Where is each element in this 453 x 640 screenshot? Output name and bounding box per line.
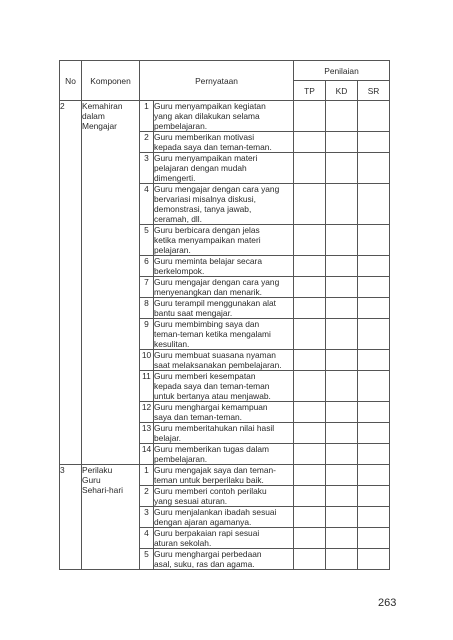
rating-cell-kd[interactable] (326, 132, 358, 153)
statement-number: 2 (140, 132, 154, 153)
table-row (60, 465, 390, 486)
statement-text: Guru mengajak saya dan teman- teman untuk berperilaku baik. (154, 465, 294, 486)
rating-cell-kd[interactable] (326, 371, 358, 402)
table-row (60, 101, 390, 132)
rating-cell-sr[interactable] (358, 298, 390, 319)
rating-cell-tp[interactable] (294, 132, 326, 153)
rating-cell-tp[interactable] (294, 528, 326, 549)
rating-cell-tp[interactable] (294, 319, 326, 350)
rating-cell-kd[interactable] (326, 528, 358, 549)
rating-cell-tp[interactable] (294, 277, 326, 298)
header-tp: TP (294, 81, 326, 101)
rating-cell-sr[interactable] (358, 486, 390, 507)
statement-number: 4 (140, 184, 154, 225)
statement-text: Guru memberi contoh perilaku yang sesuai aturan. (154, 486, 294, 507)
statement-text: Guru mengajar dengan cara yang bervariasi misalnya diskusi, demonstrasi, tanya jawab, ceramah, dll. (154, 184, 294, 225)
rating-cell-kd[interactable] (326, 319, 358, 350)
rating-cell-tp[interactable] (294, 371, 326, 402)
statement-text: Guru membuat suasana nyaman saat melaksanakan pembelajaran. (154, 350, 294, 371)
rating-cell-sr[interactable] (358, 528, 390, 549)
rating-cell-kd[interactable] (326, 350, 358, 371)
header-no: No (60, 61, 82, 101)
statement-text: Guru menyampaikan materi pelajaran dengan mudah dimengerti. (154, 153, 294, 184)
statement-text: Guru berbicara dengan jelas ketika menyampaikan materi pelajaran. (154, 225, 294, 256)
statement-text: Guru menghargai perbedaan asal, suku, ras dan agama. (154, 549, 294, 570)
rating-cell-tp[interactable] (294, 444, 326, 465)
statement-text: Guru membimbing saya dan teman-teman ketika mengalami kesulitan. (154, 319, 294, 350)
statement-number: 3 (140, 153, 154, 184)
statement-number: 11 (140, 371, 154, 402)
statement-number: 2 (140, 486, 154, 507)
statement-text: Guru memberitahukan nilai hasil belajar. (154, 423, 294, 444)
rating-cell-sr[interactable] (358, 465, 390, 486)
statement-number: 5 (140, 225, 154, 256)
component-name: Kemahiran dalam Mengajar (82, 101, 140, 465)
statement-number: 5 (140, 549, 154, 570)
rating-cell-tp[interactable] (294, 184, 326, 225)
statement-number: 4 (140, 528, 154, 549)
header-kd: KD (326, 81, 358, 101)
statement-number: 7 (140, 277, 154, 298)
statement-text: Guru memberikan motivasi kepada saya dan teman-teman. (154, 132, 294, 153)
rating-cell-kd[interactable] (326, 507, 358, 528)
header-penilaian: Penilaian (294, 61, 390, 81)
rating-cell-sr[interactable] (358, 402, 390, 423)
statement-text: Guru menyampaikan kegiatan yang akan dilakukan selama pembelajaran. (154, 101, 294, 132)
rating-cell-kd[interactable] (326, 184, 358, 225)
rating-cell-sr[interactable] (358, 101, 390, 132)
rating-cell-tp[interactable] (294, 423, 326, 444)
rating-cell-sr[interactable] (358, 444, 390, 465)
rating-cell-kd[interactable] (326, 277, 358, 298)
rating-cell-sr[interactable] (358, 371, 390, 402)
rating-cell-kd[interactable] (326, 402, 358, 423)
rating-cell-sr[interactable] (358, 132, 390, 153)
rating-cell-kd[interactable] (326, 465, 358, 486)
group-number: 3 (60, 465, 82, 570)
statement-text: Guru terampil menggunakan alat bantu saat mengajar. (154, 298, 294, 319)
rating-cell-kd[interactable] (326, 225, 358, 256)
rating-cell-kd[interactable] (326, 298, 358, 319)
rating-cell-kd[interactable] (326, 101, 358, 132)
rating-cell-tp[interactable] (294, 549, 326, 570)
statement-number: 1 (140, 465, 154, 486)
statement-number: 6 (140, 256, 154, 277)
group-number: 2 (60, 101, 82, 465)
statement-text: Guru mengajar dengan cara yang menyenangkan dan menarik. (154, 277, 294, 298)
header-komponen: Komponen (82, 61, 140, 101)
statement-text: Guru berpakaian rapi sesuai aturan sekolah. (154, 528, 294, 549)
rating-cell-tp[interactable] (294, 225, 326, 256)
statement-number: 12 (140, 402, 154, 423)
rating-cell-sr[interactable] (358, 225, 390, 256)
rating-cell-kd[interactable] (326, 444, 358, 465)
table-body (60, 101, 390, 570)
statement-number: 3 (140, 507, 154, 528)
statement-text: Guru memberikan tugas dalam pembelajaran. (154, 444, 294, 465)
rating-cell-sr[interactable] (358, 319, 390, 350)
rating-cell-kd[interactable] (326, 423, 358, 444)
rating-cell-sr[interactable] (358, 507, 390, 528)
rating-cell-kd[interactable] (326, 486, 358, 507)
statement-number: 10 (140, 350, 154, 371)
statement-number: 8 (140, 298, 154, 319)
rating-cell-tp[interactable] (294, 402, 326, 423)
rating-cell-tp[interactable] (294, 298, 326, 319)
assessment-table (59, 60, 390, 570)
statement-number: 13 (140, 423, 154, 444)
rating-cell-tp[interactable] (294, 465, 326, 486)
statement-text: Guru menjalankan ibadah sesuai dengan ajaran agamanya. (154, 507, 294, 528)
statement-number: 14 (140, 444, 154, 465)
rating-cell-sr[interactable] (358, 153, 390, 184)
rating-cell-sr[interactable] (358, 256, 390, 277)
rating-cell-sr[interactable] (358, 549, 390, 570)
statement-number: 1 (140, 101, 154, 132)
rating-cell-tp[interactable] (294, 256, 326, 277)
statement-text: Guru memberi kesempatan kepada saya dan teman-teman untuk bertanya atau menjawab. (154, 371, 294, 402)
rating-cell-tp[interactable] (294, 486, 326, 507)
rating-cell-sr[interactable] (358, 184, 390, 225)
rating-cell-kd[interactable] (326, 153, 358, 184)
statement-number: 9 (140, 319, 154, 350)
rating-cell-tp[interactable] (294, 507, 326, 528)
rating-cell-tp[interactable] (294, 153, 326, 184)
rating-cell-sr[interactable] (358, 423, 390, 444)
header-sr: SR (358, 81, 390, 101)
rating-cell-kd[interactable] (326, 549, 358, 570)
statement-text: Guru meminta belajar secara berkelompok. (154, 256, 294, 277)
rating-cell-kd[interactable] (326, 256, 358, 277)
page-number: 263 (378, 597, 397, 609)
rating-cell-sr[interactable] (358, 277, 390, 298)
statement-text: Guru menghargai kemampuan saya dan teman-teman. (154, 402, 294, 423)
rating-cell-sr[interactable] (358, 350, 390, 371)
header-pernyataan: Pernyataan (140, 61, 294, 101)
component-name: Perilaku Guru Sehari-hari (82, 465, 140, 570)
rating-cell-tp[interactable] (294, 350, 326, 371)
rating-cell-tp[interactable] (294, 101, 326, 132)
